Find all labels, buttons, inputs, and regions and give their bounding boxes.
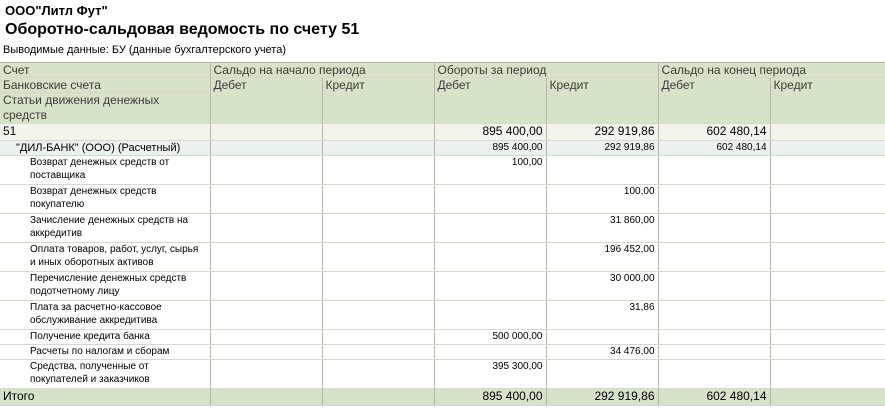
col-opening-balance: Сальдо на начало периода — [210, 63, 434, 78]
turnover-credit-value: 100,00 — [546, 185, 658, 214]
empty-cell — [770, 243, 885, 272]
turnover-debit-value: 395 300,00 — [434, 360, 546, 389]
empty-cell — [210, 156, 322, 185]
empty-cell — [322, 141, 434, 156]
turnover-debit-value: 500 000,00 — [434, 330, 546, 345]
empty-cell — [658, 156, 770, 185]
empty-cell — [770, 360, 885, 389]
turnover-debit-value — [434, 345, 546, 360]
table-row[interactable] — [0, 272, 885, 301]
empty-cell — [322, 301, 434, 330]
turnover-debit-value — [434, 301, 546, 330]
turnover-credit-value: 31 860,00 — [546, 214, 658, 243]
empty-cell — [770, 141, 885, 156]
closing-debit-value: 602 480,14 — [658, 124, 770, 141]
empty-cell — [658, 214, 770, 243]
empty-cell — [770, 272, 885, 301]
turnover-credit-value — [546, 156, 658, 185]
empty-cell — [322, 124, 434, 141]
cashflow-item-name: Расчеты по налогам и сборам — [0, 345, 210, 360]
empty-cell — [770, 330, 885, 345]
col-bank-accounts: Банковские счета — [0, 78, 210, 93]
table-row[interactable] — [0, 345, 885, 360]
empty-cell — [658, 360, 770, 389]
turnover-credit-value: 34 476,00 — [546, 345, 658, 360]
empty-cell — [770, 214, 885, 243]
account-code: 51 — [0, 124, 210, 141]
total-closing-debit: 602 480,14 — [658, 389, 770, 406]
cashflow-item-name: Получение кредита банка — [0, 330, 210, 345]
turnover-credit-value: 292 919,86 — [546, 124, 658, 141]
report-title: Оборотно-сальдовая ведомость по счету 51 — [5, 21, 360, 38]
empty-cell — [770, 389, 885, 406]
empty-cell — [210, 330, 322, 345]
table-row[interactable] — [0, 214, 885, 243]
cashflow-item-name: Перечисление денежных средств подотчетному лицу — [0, 272, 210, 301]
empty-cell — [322, 243, 434, 272]
empty-cell — [210, 124, 322, 141]
empty-cell — [322, 156, 434, 185]
empty-cell — [770, 301, 885, 330]
bank-account-row[interactable] — [0, 141, 885, 156]
col-closing-debit: Дебет — [658, 78, 770, 124]
total-turnover-debit: 895 400,00 — [434, 389, 546, 406]
empty-cell — [322, 345, 434, 360]
empty-cell — [210, 345, 322, 360]
turnover-balance-table — [0, 62, 885, 406]
empty-cell — [658, 330, 770, 345]
turnover-debit-value: 895 400,00 — [434, 124, 546, 141]
table-row[interactable] — [0, 301, 885, 330]
empty-cell — [322, 360, 434, 389]
table-row[interactable] — [0, 330, 885, 345]
turnover-debit-value — [434, 214, 546, 243]
empty-cell — [658, 185, 770, 214]
organization-name: ООО"Литл Фут" — [5, 3, 108, 18]
empty-cell — [210, 301, 322, 330]
cashflow-item-name: Оплата товаров, работ, услуг, сырья и иных оборотных активов — [0, 243, 210, 272]
account-row[interactable] — [0, 124, 885, 141]
col-turnover-debit: Дебет — [434, 78, 546, 124]
col-turnover-credit: Кредит — [546, 78, 658, 124]
col-opening-credit: Кредит — [322, 78, 434, 124]
cashflow-item-name: Зачисление денежных средств на аккредитив — [0, 214, 210, 243]
turnover-credit-value: 292 919,86 — [546, 141, 658, 156]
empty-cell — [658, 243, 770, 272]
turnover-credit-value: 30 000,00 — [546, 272, 658, 301]
table-row[interactable] — [0, 243, 885, 272]
empty-cell — [658, 272, 770, 301]
turnover-debit-value — [434, 185, 546, 214]
empty-cell — [322, 272, 434, 301]
cashflow-item-name: Плата за расчетно-кассовое обслуживание аккредитива — [0, 301, 210, 330]
empty-cell — [770, 156, 885, 185]
col-closing-balance: Сальдо на конец периода — [658, 63, 885, 78]
table-row[interactable] — [0, 185, 885, 214]
turnover-debit-value: 895 400,00 — [434, 141, 546, 156]
col-closing-credit: Кредит — [770, 78, 885, 124]
header-row — [0, 78, 885, 93]
cashflow-item-name: Средства, полученные от покупателей и заказчиков — [0, 360, 210, 389]
table-row[interactable] — [0, 156, 885, 185]
empty-cell — [770, 124, 885, 141]
empty-cell — [210, 214, 322, 243]
col-account: Счет — [0, 63, 210, 78]
empty-cell — [658, 345, 770, 360]
turnover-credit-value: 196 452,00 — [546, 243, 658, 272]
empty-cell — [770, 345, 885, 360]
col-opening-debit: Дебет — [210, 78, 322, 124]
closing-debit-value: 602 480,14 — [658, 141, 770, 156]
total-row — [0, 389, 885, 406]
empty-cell — [210, 243, 322, 272]
empty-cell — [658, 301, 770, 330]
header-row — [0, 63, 885, 78]
empty-cell — [210, 360, 322, 389]
table-row[interactable] — [0, 360, 885, 389]
col-turnover: Обороты за период — [434, 63, 658, 78]
total-label: Итого — [0, 389, 210, 406]
turnover-debit-value: 100,00 — [434, 156, 546, 185]
bank-account-name: "ДИЛ-БАНК" (ООО) (Расчетный) — [0, 141, 210, 156]
turnover-debit-value — [434, 243, 546, 272]
turnover-credit-value — [546, 360, 658, 389]
col-cashflow-items: Статьи движения денежных средств — [0, 93, 210, 124]
empty-cell — [322, 389, 434, 406]
empty-cell — [210, 141, 322, 156]
total-turnover-credit: 292 919,86 — [546, 389, 658, 406]
turnover-debit-value — [434, 272, 546, 301]
empty-cell — [322, 214, 434, 243]
turnover-credit-value: 31,86 — [546, 301, 658, 330]
empty-cell — [322, 330, 434, 345]
empty-cell — [210, 185, 322, 214]
empty-cell — [210, 389, 322, 406]
turnover-credit-value — [546, 330, 658, 345]
empty-cell — [210, 272, 322, 301]
report-parameters: Выводимые данные: БУ (данные бухгалтерского учета) — [3, 44, 286, 56]
cashflow-item-name: Возврат денежных средств покупателю — [0, 185, 210, 214]
empty-cell — [322, 185, 434, 214]
cashflow-item-name: Возврат денежных средств от поставщика — [0, 156, 210, 185]
empty-cell — [770, 185, 885, 214]
